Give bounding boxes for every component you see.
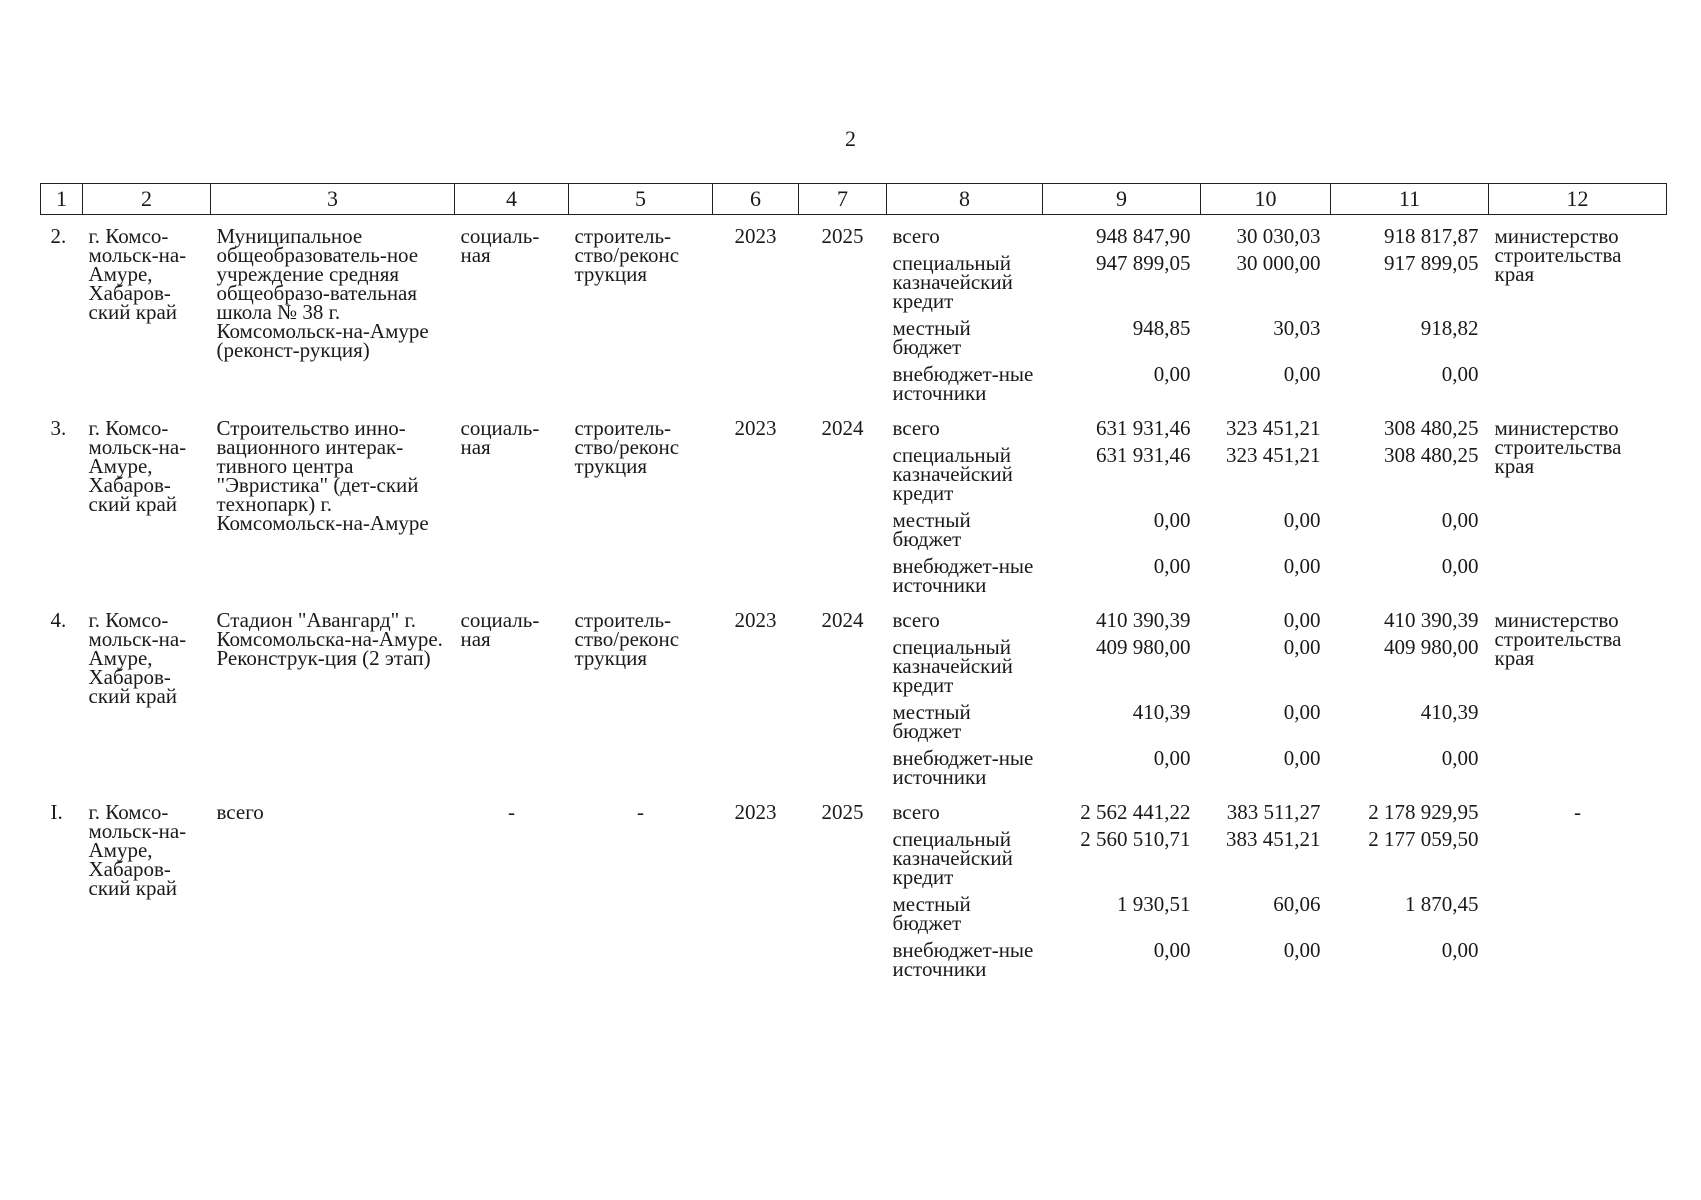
funding-source-cell: всего [892,608,940,632]
amount-c11-cell: 0,00 [1441,938,1479,962]
amount-c9-cell: 1 930,51 [1117,892,1191,916]
amount-c11-cell: 0,00 [1441,746,1479,770]
page-number: 2 [845,126,856,151]
header-cell-7: 7 [799,184,887,215]
amount-c10-cell: 383 451,21 [1226,827,1321,851]
amount-c11-cell: 1 870,45 [1405,892,1479,916]
location-cell: г. Комсо-мольск-на-Амуре, Хабаров-ский край [88,416,187,516]
amount-c10-cell: 383 511,27 [1226,800,1321,824]
amount-c11-cell: 2 177 059,50 [1368,827,1479,851]
row-number: I. [50,800,63,824]
end-year-cell: 2024 [821,416,864,440]
funding-source-cell: внебюджет-ные источники [892,554,1034,597]
start-year-cell: 2023 [734,224,777,248]
start-year-cell: 2023 [734,608,777,632]
funding-source-cell: внебюджет-ные источники [892,938,1034,981]
object-name-cell: Муниципальное общеобразователь-ное учреждение средняя общеобразо-вательная школа № 38 г. Комсомольск-на-Амуре (реконст-рукция) [216,224,429,362]
end-year-cell: 2024 [821,608,864,632]
funding-source-cell: всего [892,416,940,440]
funding-source-cell: специальный казначейский кредит [892,827,1013,889]
responsible-agency-cell: министерство строительства края [1494,416,1622,478]
header-cell-10: 10 [1201,184,1331,215]
projects-table [40,183,1667,983]
header-cell-6: 6 [713,184,799,215]
amount-c11-cell: 2 178 929,95 [1368,800,1479,824]
header-cell-12: 12 [1489,184,1667,215]
amount-c10-cell: 0,00 [1283,746,1321,770]
amount-c10-cell: 30 030,03 [1236,224,1321,248]
investment-projects-table [40,183,1666,983]
header-cell-11: 11 [1331,184,1489,215]
funding-source-cell: местный бюджет [892,316,971,359]
amount-c9-cell: 0,00 [1153,362,1191,386]
responsible-agency-cell: министерство строительства края [1494,608,1622,670]
amount-c10-cell: 0,00 [1283,635,1321,659]
header-cell-3: 3 [211,184,455,215]
header-cell-8: 8 [887,184,1043,215]
amount-c11-cell: 918 817,87 [1384,224,1479,248]
funding-source-cell: всего [892,800,940,824]
object-type-cell: - [508,800,515,824]
object-name-cell: всего [216,800,264,824]
amount-c11-cell: 409 980,00 [1384,635,1479,659]
location-cell: г. Комсо-мольск-на-Амуре, Хабаров-ский край [88,800,187,900]
amount-c10-cell: 0,00 [1283,608,1321,632]
object-type-cell: социаль-ная [460,608,540,651]
amount-c11-cell: 410 390,39 [1384,608,1479,632]
funding-source-cell: местный бюджет [892,892,971,935]
row-number: 4. [50,608,67,632]
header-cell-5: 5 [569,184,713,215]
row-number: 3. [50,416,67,440]
amount-c10-cell: 60,06 [1273,892,1321,916]
funding-source-cell: внебюджет-ные источники [892,362,1034,405]
amount-c10-cell: 0,00 [1283,362,1321,386]
object-type-cell: социаль-ная [460,416,540,459]
amount-c9-cell: 947 899,05 [1096,251,1191,275]
start-year-cell: 2023 [734,800,777,824]
location-cell: г. Комсо-мольск-на-Амуре, Хабаров-ский край [88,608,187,708]
amount-c10-cell: 0,00 [1283,700,1321,724]
work-type-cell: - [637,800,644,824]
amount-c9-cell: 948 847,90 [1096,224,1191,248]
header-cell-4: 4 [455,184,569,215]
amount-c11-cell: 0,00 [1441,554,1479,578]
amount-c9-cell: 410 390,39 [1096,608,1191,632]
amount-c10-cell: 0,00 [1283,554,1321,578]
amount-c11-cell: 0,00 [1441,508,1479,532]
object-type-cell: социаль-ная [460,224,540,267]
amount-c9-cell: 2 562 441,22 [1080,800,1191,824]
row-number: 2. [50,224,67,248]
funding-source-cell: всего [892,224,940,248]
amount-c11-cell: 918,82 [1420,316,1479,340]
amount-c9-cell: 631 931,46 [1096,443,1191,467]
funding-source-cell: специальный казначейский кредит [892,251,1013,313]
table-row [41,407,1667,442]
object-name-cell: Строительство инно-вационного интерак-тивного центра "Эвристика" (дет-ский технопарк) г. Комсомольск-на-Амуре [216,416,429,535]
table-body [41,215,1667,984]
column-number-header [41,184,1667,215]
work-type-cell: строитель-ство/реконс трукция [574,416,680,478]
amount-c11-cell: 410,39 [1420,700,1479,724]
work-type-cell: строитель-ство/реконс трукция [574,608,680,670]
amount-c9-cell: 948,85 [1132,316,1191,340]
amount-c9-cell: 631 931,46 [1096,416,1191,440]
responsible-agency-cell: - [1574,800,1581,824]
funding-source-cell: специальный казначейский кредит [892,635,1013,697]
funding-source-cell: местный бюджет [892,700,971,743]
amount-c9-cell: 2 560 510,71 [1080,827,1191,851]
amount-c10-cell: 0,00 [1283,938,1321,962]
funding-source-cell: специальный казначейский кредит [892,443,1013,505]
amount-c9-cell: 0,00 [1153,554,1191,578]
amount-c11-cell: 0,00 [1441,362,1479,386]
end-year-cell: 2025 [821,800,864,824]
end-year-cell: 2025 [821,224,864,248]
amount-c9-cell: 410,39 [1132,700,1191,724]
amount-c9-cell: 409 980,00 [1096,635,1191,659]
amount-c10-cell: 30,03 [1273,316,1321,340]
table-row [41,215,1667,251]
funding-source-cell: внебюджет-ные источники [892,746,1034,789]
location-cell: г. Комсо-мольск-на-Амуре, Хабаров-ский край [88,224,187,324]
start-year-cell: 2023 [734,416,777,440]
table-row [41,599,1667,634]
responsible-agency-cell: министерство строительства края [1494,224,1622,286]
header-cell-9: 9 [1043,184,1201,215]
amount-c9-cell: 0,00 [1153,746,1191,770]
amount-c9-cell: 0,00 [1153,508,1191,532]
amount-c11-cell: 308 480,25 [1384,443,1479,467]
object-name-cell: Стадион "Авангард" г. Комсомольска-на-Амуре. Реконструк-ция (2 этап) [216,608,443,670]
amount-c10-cell: 323 451,21 [1226,443,1321,467]
amount-c11-cell: 917 899,05 [1384,251,1479,275]
header-cell-2: 2 [83,184,211,215]
amount-c10-cell: 323 451,21 [1226,416,1321,440]
funding-source-cell: местный бюджет [892,508,971,551]
header-cell-1: 1 [41,184,83,215]
amount-c10-cell: 0,00 [1283,508,1321,532]
amount-c9-cell: 0,00 [1153,938,1191,962]
amount-c10-cell: 30 000,00 [1236,251,1321,275]
amount-c11-cell: 308 480,25 [1384,416,1479,440]
table-row [41,791,1667,826]
work-type-cell: строитель-ство/реконс трукция [574,224,680,286]
